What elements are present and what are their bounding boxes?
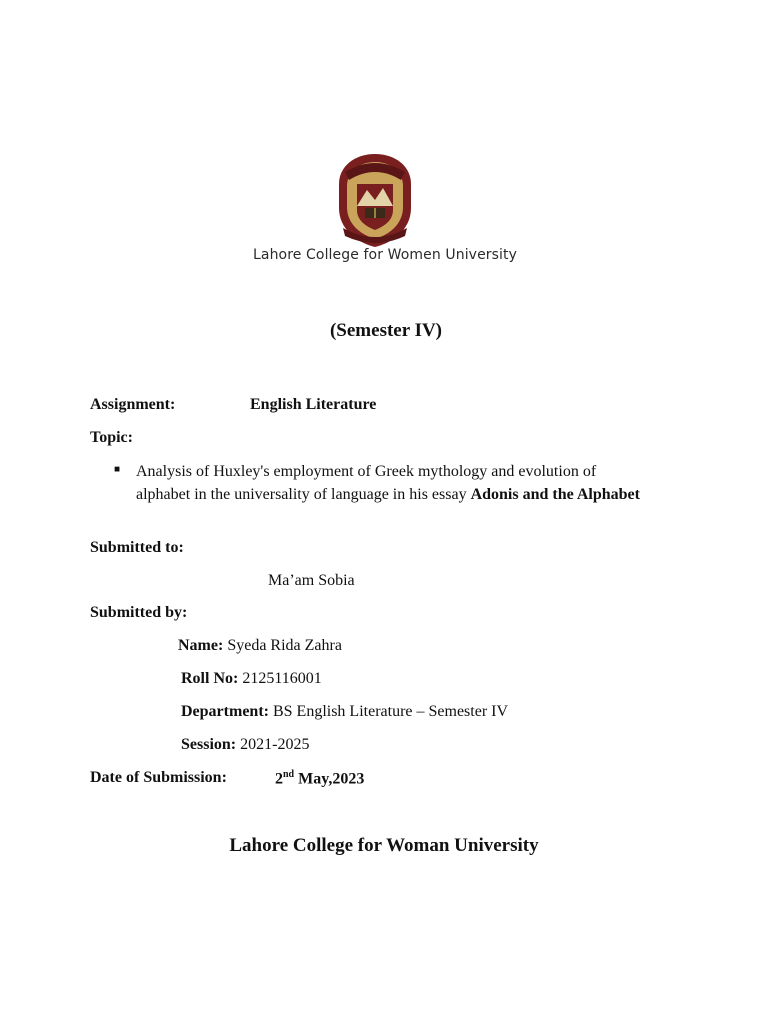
topic-label: Topic: — [90, 429, 133, 446]
topic-bullet — [114, 461, 654, 506]
department-label: Department: — [181, 703, 269, 720]
date-value — [275, 769, 364, 788]
logo-caption: Lahore College for Women University — [253, 247, 517, 263]
session-row — [181, 736, 309, 754]
date-label: Date of Submission: — [90, 769, 227, 786]
submitted-to-label: Submitted to: — [90, 539, 184, 556]
name-value: Syeda Rida Zahra — [227, 637, 342, 654]
name-row — [178, 637, 342, 655]
assignment-value: English Literature — [250, 396, 377, 413]
essay-title: Adonis and the Alphabet — [470, 485, 640, 503]
department-value: BS English Literature – Semester IV — [272, 703, 509, 720]
topic-description: Analysis of Huxley's employment of Greek mythology and evolution of alphabet in the universality of language in his essay — [136, 463, 597, 503]
name-label: Name: — [178, 637, 224, 654]
square-bullet-icon: ■ — [114, 464, 121, 475]
semester-heading: (Semester IV) — [329, 320, 443, 341]
roll-value: 2125116001 — [242, 670, 322, 687]
date-day: 2 — [275, 770, 283, 788]
date-rest: May,2023 — [294, 770, 365, 788]
roll-row — [181, 670, 322, 688]
university-crest-icon — [335, 150, 415, 250]
department-row — [181, 703, 508, 721]
university-logo — [200, 130, 570, 290]
session-value: 2021-2025 — [240, 736, 310, 753]
assignment-label: Assignment: — [90, 396, 176, 413]
topic-text — [136, 461, 654, 506]
footer-university-name: Lahore College for Woman University — [229, 835, 539, 856]
date-suffix: nd — [283, 769, 295, 780]
roll-label: Roll No: — [181, 670, 239, 687]
submitted-by-label: Submitted by: — [90, 604, 188, 621]
session-label: Session: — [181, 736, 237, 753]
submitted-to-value: Ma’am Sobia — [268, 572, 355, 589]
